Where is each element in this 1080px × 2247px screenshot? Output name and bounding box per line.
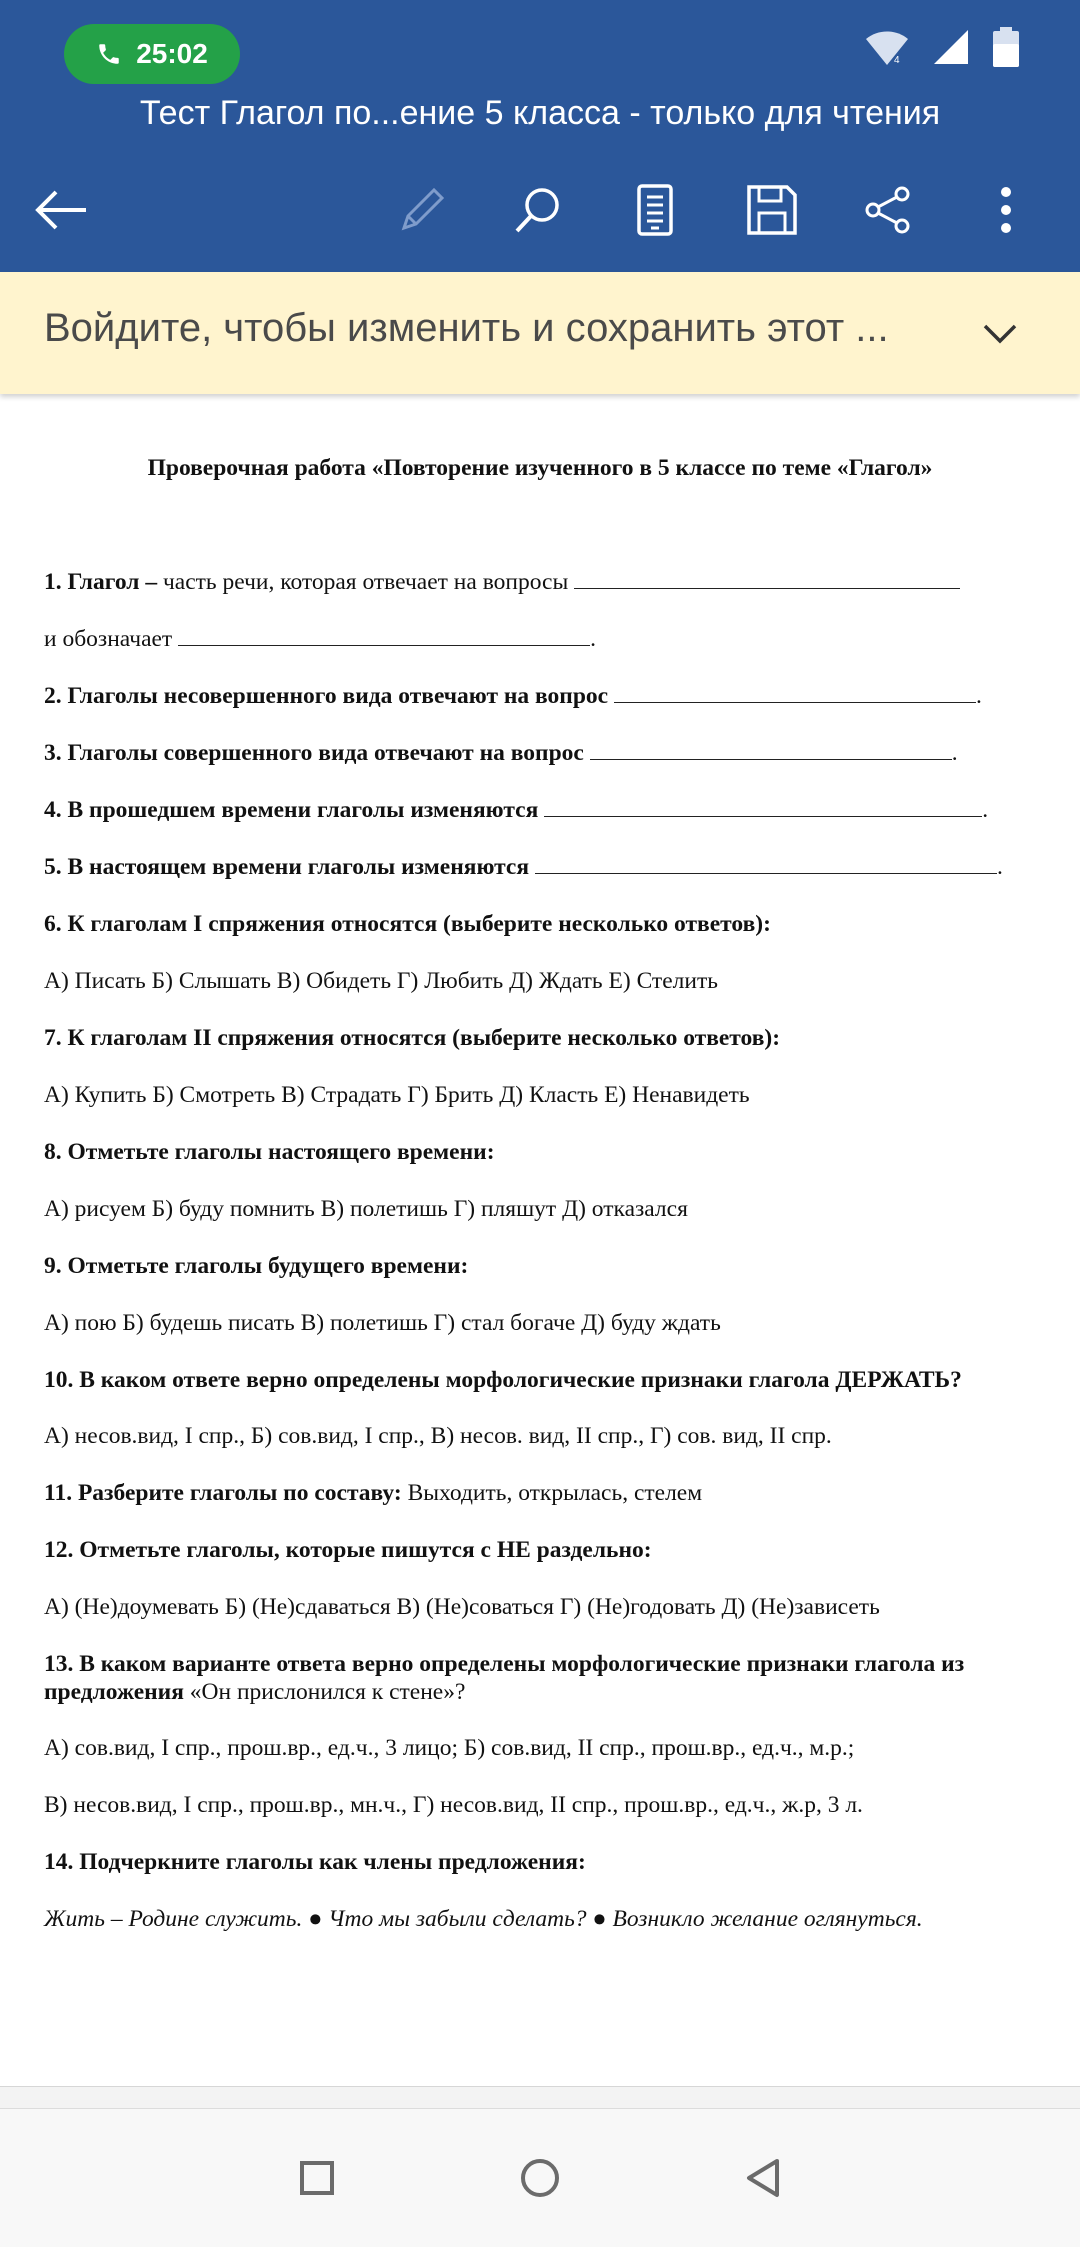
question-10-options: А) несов.вид, I спр., Б) сов.вид, I спр., В) несов. вид, II спр., Г) сов. вид, II спр. (44, 1423, 832, 1449)
question-7-options: А) Купить Б) Смотреть В) Страдать Г) Брить Д) Класть Е) Ненавидеть (44, 1082, 750, 1108)
question-14: 14. Подчеркните глаголы как члены предложения: (44, 1849, 586, 1875)
wifi-icon (864, 27, 910, 67)
question-10: 10. В каком ответе верно определены морфологические признаки глагола ДЕРЖАТЬ? (44, 1367, 962, 1393)
banner-message: Войдите, чтобы изменить и сохранить этот ... (44, 306, 889, 350)
more-options-button[interactable] (966, 170, 1046, 250)
back-button[interactable] (22, 170, 102, 250)
page-bottom-edge (0, 2086, 1080, 2109)
question-2: 2. Глаголы несовершенного вида отвечают на вопрос . (44, 683, 982, 709)
share-icon (862, 184, 914, 236)
svg-text:4: 4 (894, 55, 900, 66)
question-5: 5. В настоящем времени глаголы изменяются . (44, 854, 1003, 880)
question-1-continued: и обозначает . (44, 626, 596, 652)
question-12-options: А) (Не)доумевать Б) (Не)сдаваться В) (Не)соваться Г) (Не)годовать Д) (Не)зависеть (44, 1594, 880, 1620)
question-6: 6. К глаголам I спряжения относятся (выберите несколько ответов): (44, 911, 771, 937)
back-nav-button[interactable] (728, 2143, 798, 2213)
question-13-options-line-2: В) несов.вид, I спр., прош.вр., мн.ч., Г) несов.вид, II спр., прош.вр., ед.ч., ж.р, 3 л. (44, 1792, 863, 1818)
app-bar (0, 0, 1080, 272)
battery-icon (992, 26, 1020, 68)
document-heading: Проверочная работа «Повторение изученного в 5 классе по теме «Глагол» (147, 455, 933, 481)
question-14-sentences: Жить – Родине служить. ● Что мы забыли сделать? ● Возникло желание оглянуться. (44, 1906, 923, 1932)
search-button[interactable] (498, 170, 578, 250)
question-12: 12. Отметьте глаголы, которые пишутся с НЕ раздельно: (44, 1537, 652, 1563)
question-6-options: А) Писать Б) Слышать В) Обидеть Г) Любить Д) Ждать Е) Стелить (44, 968, 718, 994)
save-disk-icon (745, 183, 799, 237)
ongoing-call-pill[interactable] (64, 24, 240, 84)
question-11: 11. Разберите глаголы по составу: Выходить, открылась, стелем (44, 1480, 703, 1506)
question-8: 8. Отметьте глаголы настоящего времени: (44, 1139, 495, 1165)
recents-button[interactable] (282, 2143, 352, 2213)
call-timer: 25:02 (136, 38, 208, 69)
question-4: 4. В прошедшем времени глаголы изменяются . (44, 797, 989, 823)
question-9: 9. Отметьте глаголы будущего времени: (44, 1253, 469, 1279)
mobile-view-icon (635, 183, 675, 237)
toolbar (0, 170, 1080, 250)
question-13: 13. В каком варианте ответа верно определены морфологические признаки глагола из предложения «Он прислонился к стене»? (44, 1651, 965, 1705)
phone-icon (96, 41, 122, 67)
recents-square-icon (299, 2160, 335, 2196)
question-3: 3. Глаголы совершенного вида отвечают на вопрос . (44, 740, 958, 766)
cellular-signal-icon (932, 28, 970, 66)
pencil-icon (396, 184, 448, 236)
chevron-down-icon (982, 323, 1018, 345)
question-13-options-line-1: А) сов.вид, I спр., прош.вр., ед.ч., 3 лицо; Б) сов.вид, II спр., прош.вр., ед.ч., м.р.; (44, 1735, 855, 1761)
system-navigation-bar (0, 2108, 1080, 2247)
home-circle-icon (519, 2157, 561, 2199)
reading-view-button[interactable] (615, 170, 695, 250)
home-button[interactable] (505, 2143, 575, 2213)
question-7: 7. К глаголам II спряжения относятся (выберите несколько ответов): (44, 1025, 781, 1051)
share-button[interactable] (848, 170, 928, 250)
document-title: Тест Глагол по...ение 5 класса - только для чтения (139, 94, 941, 132)
question-1: 1. Глагол – часть речи, которая отвечает на вопросы (44, 568, 1044, 596)
banner-expand-button[interactable] (970, 306, 1030, 362)
back-triangle-icon (744, 2157, 782, 2199)
back-arrow-icon (34, 188, 90, 232)
question-8-options: А) рисуем Б) буду помнить В) полетишь Г) пляшут Д) отказался (44, 1196, 688, 1222)
status-icons (864, 26, 1020, 68)
question-9-options: А) пою Б) будешь писать В) полетишь Г) стал богаче Д) буду ждать (44, 1310, 721, 1336)
sign-in-banner[interactable] (0, 272, 1080, 394)
search-icon (512, 184, 564, 236)
edit-button[interactable] (382, 170, 462, 250)
save-button[interactable] (732, 170, 812, 250)
more-vertical-icon (996, 184, 1016, 236)
